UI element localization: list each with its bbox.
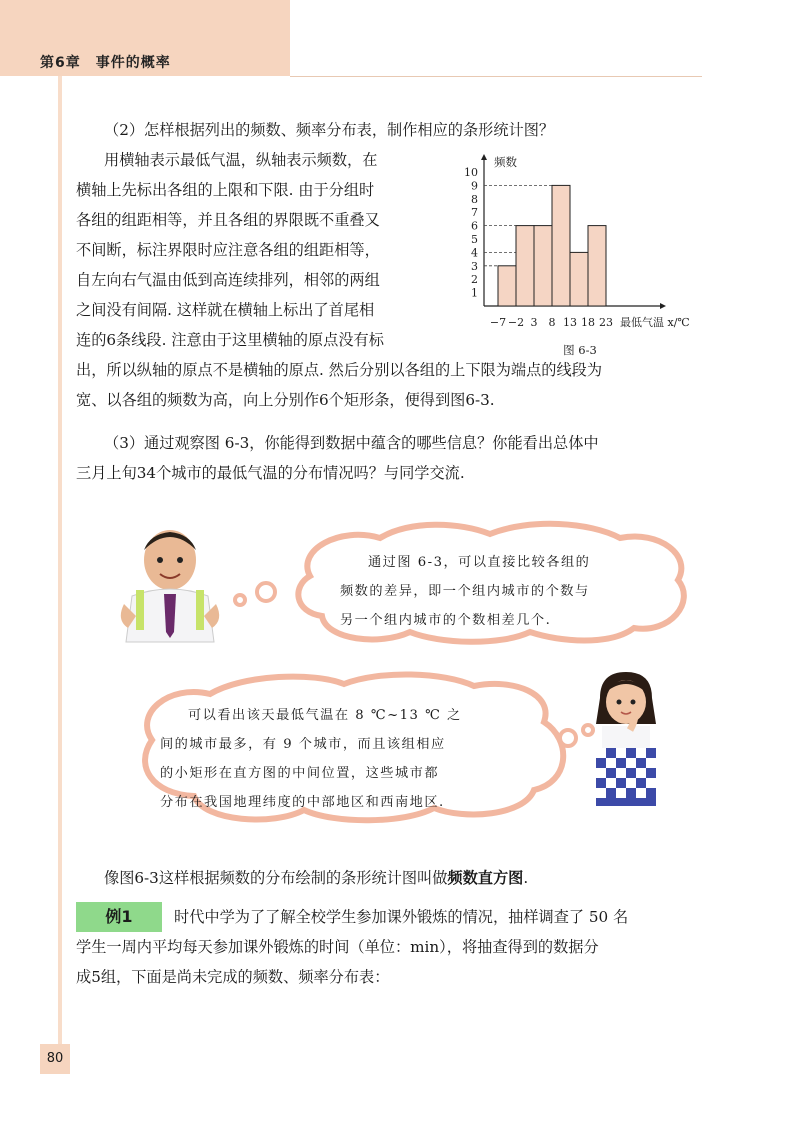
histogram-bar — [516, 226, 534, 306]
para1-line-5: 自左向右气温由低到高连续排列，相邻的两组 — [76, 271, 380, 289]
example-line-3: 成5组，下面是尚未完成的频数、频率分布表： — [76, 968, 390, 986]
para1-line-9: 宽、以各组的频数为高，向上分别作6个矩形条，便得到图6-3. — [76, 391, 495, 409]
para1-line-3: 各组的组距相等，并且各组的界限既不重叠又 — [76, 211, 380, 229]
histogram-bar — [570, 252, 588, 306]
margin-line — [58, 76, 62, 1070]
x-axis-arrow — [660, 303, 666, 309]
y-tick-label: 5 — [471, 233, 478, 246]
para1-line-6: 之间没有间隔. 这样就在横轴上标出了首尾相 — [76, 301, 375, 319]
x-tick-label: −7 — [489, 316, 507, 329]
x-tick-label: 13 — [563, 316, 577, 329]
bubble2-line-1: 可以看出该天最低气温在 8 ℃~13 ℃ 之 — [188, 708, 462, 723]
para1-line-7: 连的6条线段. 注意由于这里横轴的原点没有标 — [76, 331, 384, 349]
y-tick-label: 7 — [471, 206, 478, 220]
page-number: 80 — [40, 1044, 70, 1074]
example-line-1: 时代中学为了了解全校学生参加课外锻炼的情况，抽样调查了 50 名 — [174, 908, 629, 926]
histogram-bar — [498, 266, 516, 306]
figure-caption: 图 6-3 — [563, 343, 597, 357]
x-axis-label: 最低气温 x/℃ — [620, 316, 690, 329]
x-tick-label: 18 — [581, 316, 595, 329]
bubble1-line-3: 另一个组内城市的个数相差几个. — [340, 613, 552, 628]
bubble2-line-2: 间的城市最多，有 9 个城市，而且该组相应 — [160, 737, 446, 752]
y-tick-label: 6 — [471, 219, 478, 233]
example-label: 例1 — [76, 902, 162, 932]
y-axis-label: 频数 — [494, 155, 517, 169]
question-3-line-1: （3）通过观察图 6-3，你能得到数据中蕴含的哪些信息？你能看出总体中 — [104, 434, 599, 452]
histogram-bar — [588, 226, 606, 306]
header-divider — [290, 76, 702, 77]
y-tick-label: 1 — [471, 286, 478, 300]
definition-line — [104, 865, 528, 891]
girl-illustration — [586, 668, 666, 813]
definition-end: . — [523, 869, 529, 887]
histogram-bar — [534, 226, 552, 306]
question-3-line-2: 三月上旬34个城市的最低气温的分布情况吗？与同学交流. — [76, 464, 465, 482]
bubble1-line-1: 通过图 6-3，可以直接比较各组的 — [368, 555, 591, 570]
para1-line-4: 不间断，标注界限时应注意各组的组距相等， — [76, 241, 380, 259]
y-tick-label: 3 — [471, 259, 478, 273]
x-tick-label: −2 — [507, 316, 525, 329]
chapter-title: 第6章 事件的概率 — [40, 55, 171, 71]
boy-illustration — [110, 520, 230, 650]
y-tick-label: 4 — [471, 246, 478, 260]
para1-line-1: 用横轴表示最低气温，纵轴表示频数，在 — [104, 151, 378, 169]
bubble1-line-2: 频数的差异，即一个组内城市的个数与 — [340, 584, 590, 599]
histogram-figure-6-3 — [440, 144, 730, 360]
y-tick-label: 10 — [464, 166, 478, 179]
para1-line-8: 出，所以纵轴的原点不是横轴的原点. 然后分别以各组的上下限为端点的线段为 — [76, 361, 603, 379]
y-tick-label: 8 — [471, 192, 478, 206]
y-tick-label: 2 — [471, 273, 478, 287]
bubble2-line-4: 分布在我国地理纬度的中部地区和西南地区. — [160, 795, 445, 810]
histogram-bar — [552, 185, 570, 306]
x-tick-label: 8 — [548, 316, 556, 329]
x-tick-label: 23 — [599, 316, 613, 329]
definition-text: 像图6-3这样根据频数的分布绘制的条形统计图叫做 — [104, 869, 448, 887]
example-line-2: 学生一周内平均每天参加课外锻炼的时间（单位：min），将抽查得到的数据分 — [76, 938, 599, 956]
y-axis-arrow — [481, 154, 487, 160]
bubble2-line-3: 的小矩形在直方图的中间位置，这些城市都 — [160, 766, 440, 781]
x-tick-label: 3 — [530, 316, 538, 329]
para1-line-2: 横轴上先标出各组的上限和下限. 由于分组时 — [76, 181, 375, 199]
question-2: （2）怎样根据列出的频数、频率分布表，制作相应的条形统计图？ — [104, 121, 555, 139]
y-tick-label: 9 — [471, 179, 478, 193]
definition-term: 频数直方图 — [447, 869, 524, 887]
